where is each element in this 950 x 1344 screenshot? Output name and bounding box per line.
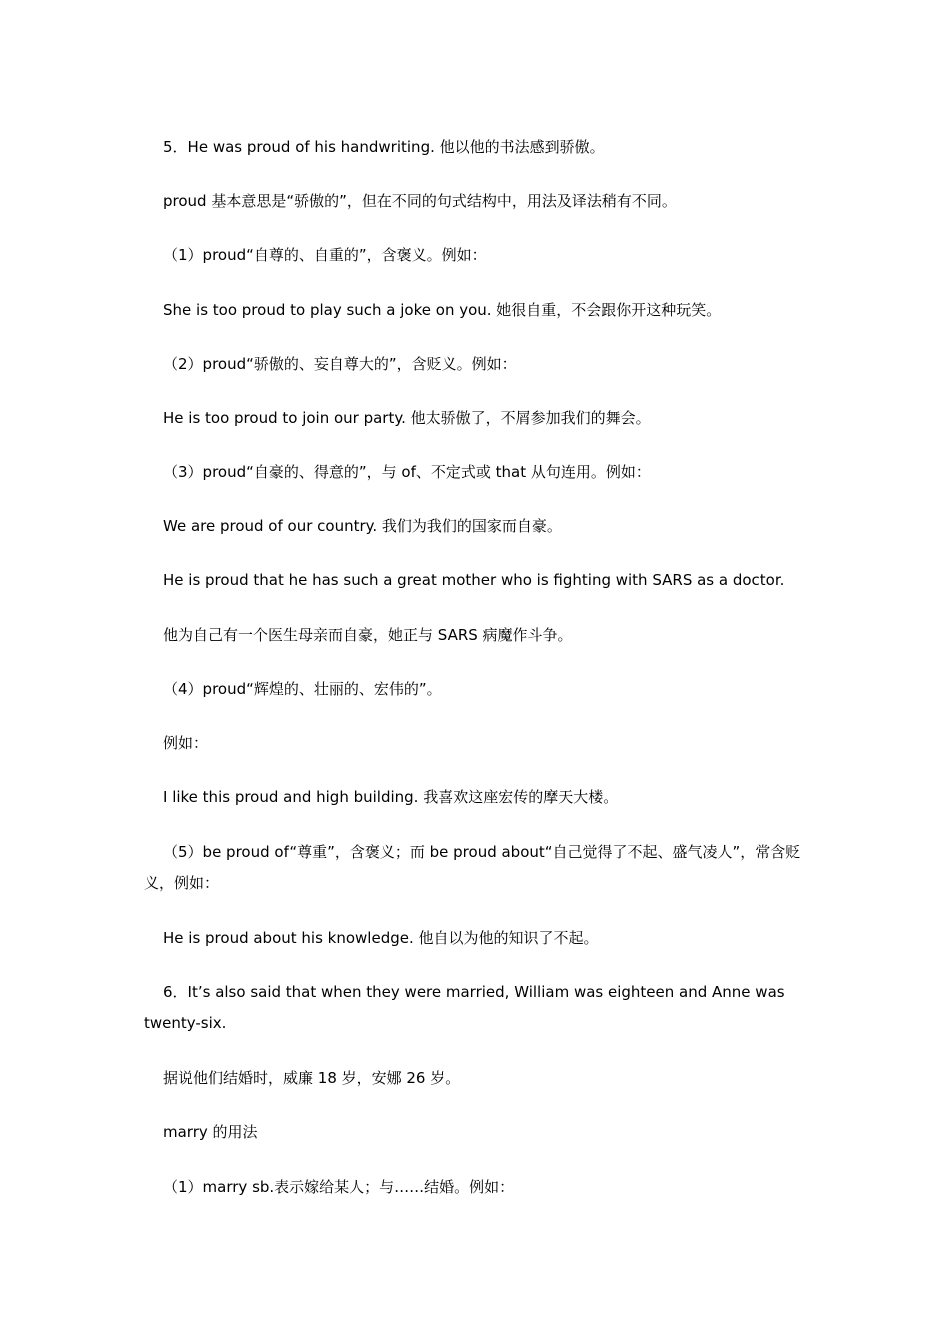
paragraph-usage-2: （2）proud“骄傲的、妄自尊大的”，含贬义。例如： (163, 355, 517, 373)
paragraph-example-2: He is too proud to join our party. 他太骄傲了，不屑参加我们的舞会。 (163, 409, 651, 427)
paragraph-example-1: She is too proud to play such a joke on you. 她很自重，不会跟你开这种玩笑。 (163, 301, 722, 319)
paragraph-item-6-translation: 据说他们结婚时，威廉 18 岁，安娜 26 岁。 (163, 1069, 461, 1087)
paragraph-usage-3: （3）proud“自豪的、得意的”，与 of、不定式或 that 从句连用。例如： (163, 463, 651, 481)
paragraph-usage-4: （4）proud“辉煌的、壮丽的、宏伟的”。 (163, 680, 442, 698)
paragraph-proud-intro: proud 基本意思是“骄傲的”，但在不同的句式结构中，用法及译法稍有不同。 (163, 192, 677, 210)
paragraph-example-3a: We are proud of our country. 我们为我们的国家而自豪。 (163, 517, 562, 535)
paragraph-usage-5: （5）be proud of“尊重”，含褒义；而 be proud about“自己觉得了不起、盛气凌人”，常含贬义，例如： (144, 843, 801, 892)
paragraph-example-5: He is proud about his knowledge. 他自以为他的知识了不起。 (163, 929, 599, 947)
paragraph-example-label: 例如： (163, 734, 209, 752)
paragraph-example-3b: He is proud that he has such a great mother who is fighting with SARS as a doctor. (163, 571, 785, 589)
paragraph-item-5-heading: 5．He was proud of his handwriting. 他以他的书法感到骄傲。 (163, 138, 605, 156)
paragraph-usage-1: （1）proud“自尊的、自重的”，含褒义。例如： (163, 246, 487, 264)
paragraph-item-6-heading: 6．It’s also said that when they were married, William was eighteen and Anne was twenty-six. (144, 983, 785, 1032)
paragraph-example-4: I like this proud and high building. 我喜欢这座宏传的摩天大楼。 (163, 788, 619, 806)
paragraph-marry-heading: marry 的用法 (163, 1123, 258, 1141)
paragraph-marry-usage-1: （1）marry sb.表示嫁给某人；与……结婚。例如： (163, 1178, 515, 1196)
paragraph-example-3b-translation: 他为自己有一个医生母亲而自豪，她正与 SARS 病魔作斗争。 (163, 626, 573, 644)
